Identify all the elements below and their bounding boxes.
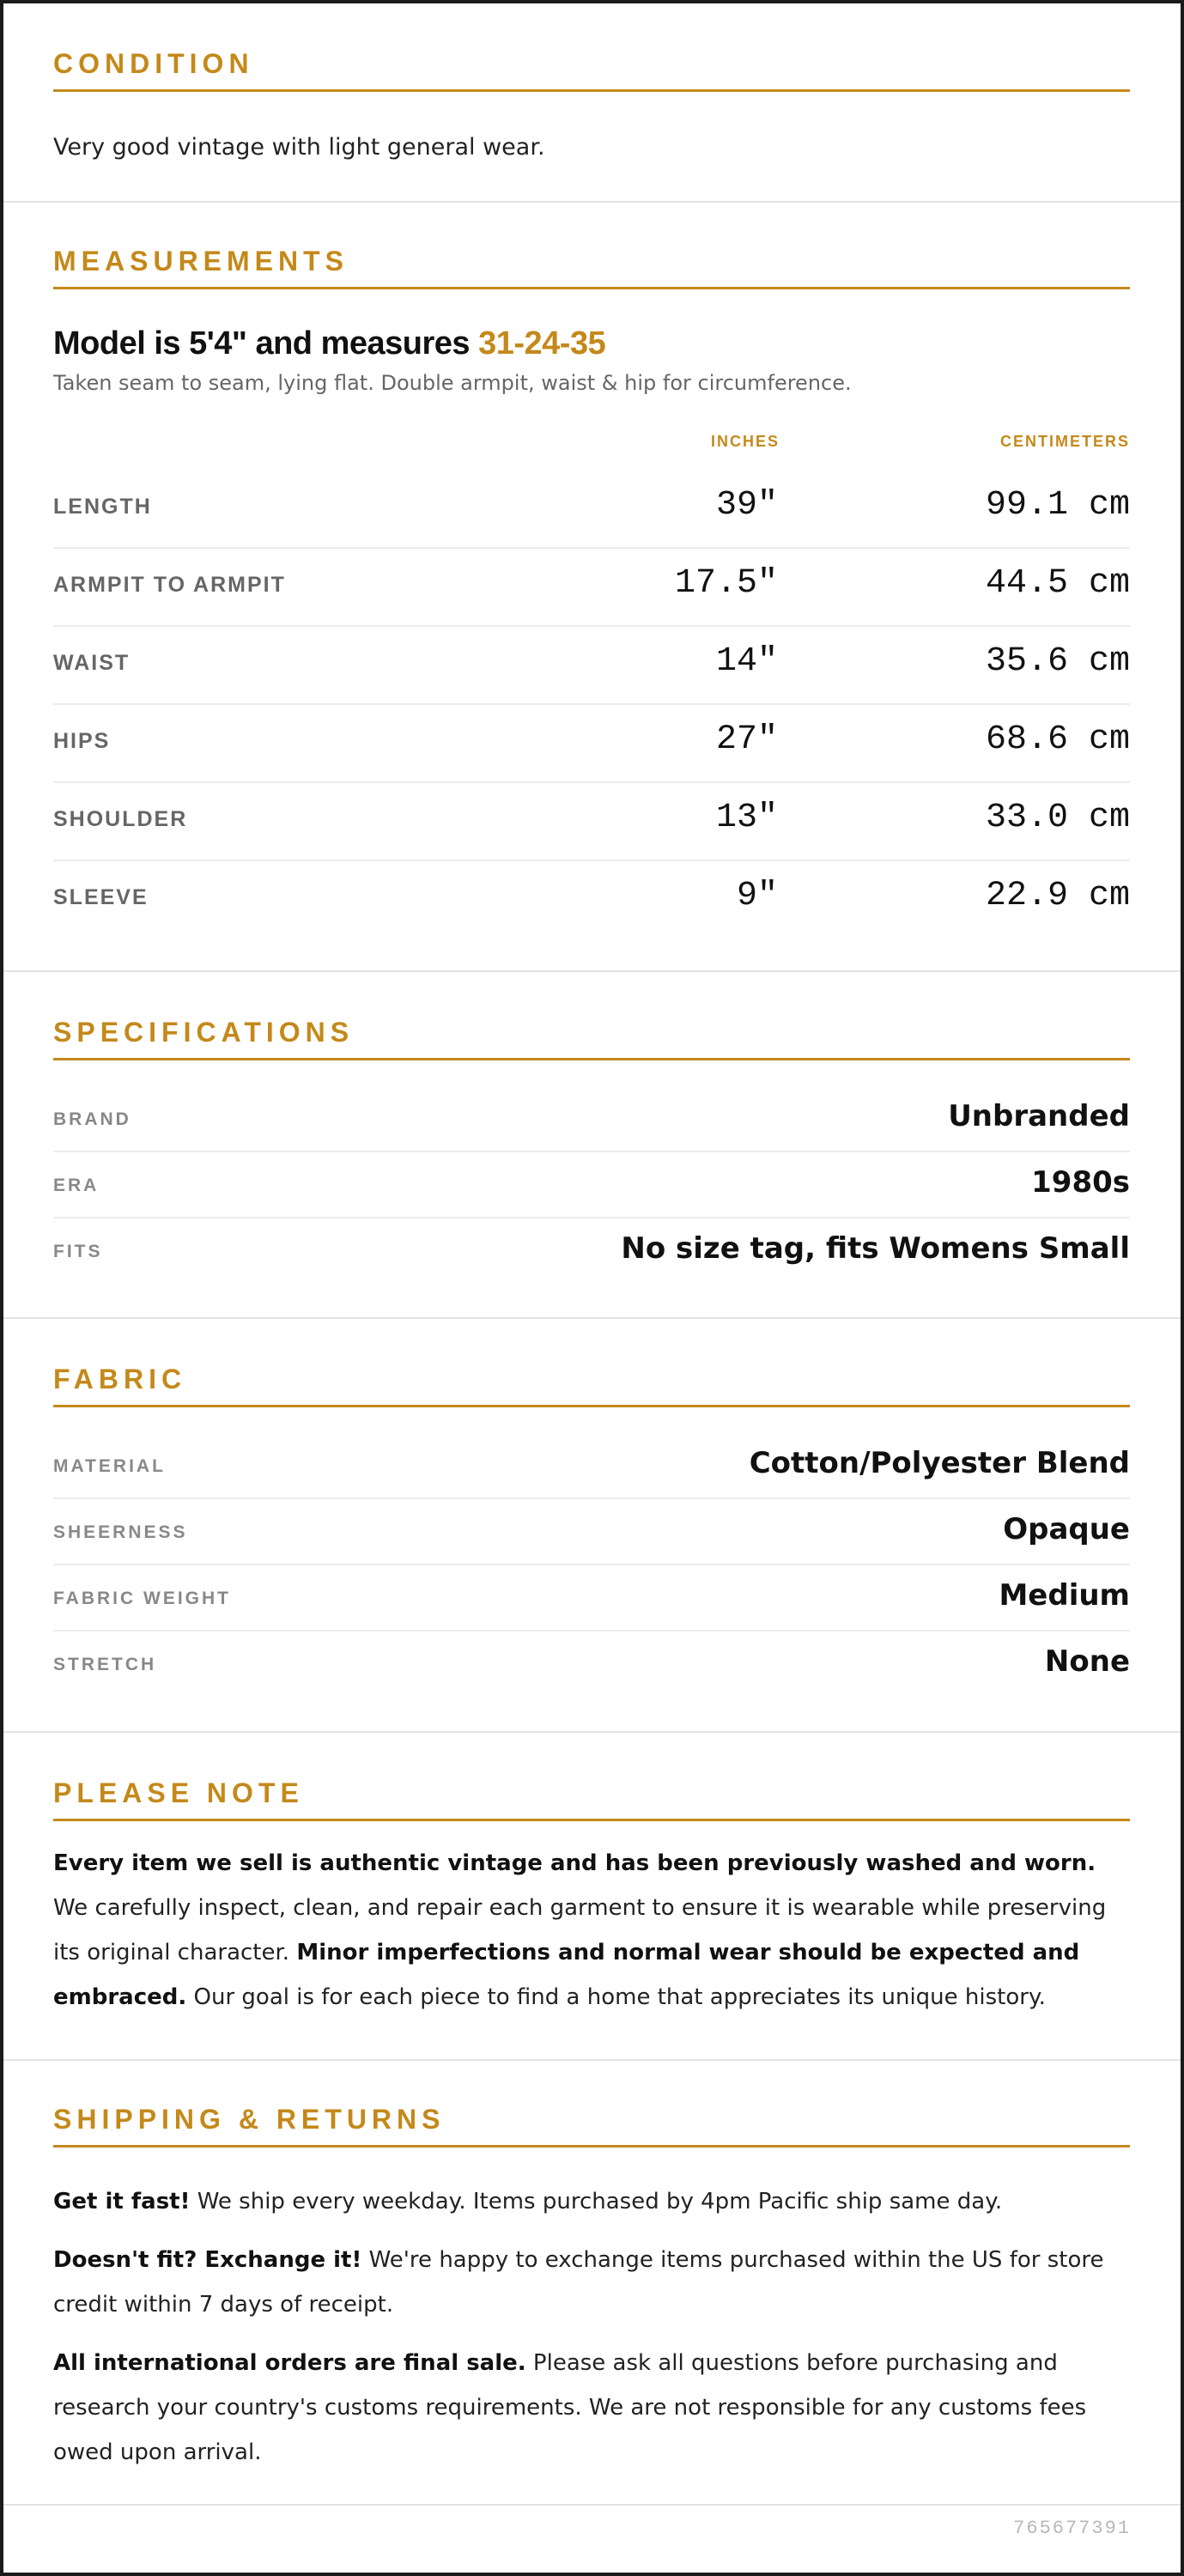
- inches-column-header: INCHES: [710, 433, 780, 450]
- shipping-text-1: We ship every weekday. Items purchased by 4pm Pacific ship same day.: [190, 2189, 1003, 2215]
- fabric-label: MATERIAL: [53, 1456, 166, 1476]
- fabric-row-weight: [53, 1565, 1130, 1631]
- measurement-cm: 22.9 cm: [985, 877, 1130, 915]
- measurement-label: SHOULDER: [53, 807, 188, 831]
- specifications-section: [3, 972, 1181, 1319]
- note-text-1: We carefully inspect, clean, and repair each garment to ensure it is wearable while preserving its original character.: [53, 1895, 1107, 1965]
- fabric-label: SHEERNESS: [53, 1522, 188, 1542]
- fabric-label: STRETCH: [53, 1655, 157, 1674]
- spec-label: FITS: [53, 1242, 103, 1261]
- model-measurements: [53, 325, 605, 362]
- measurement-cm: 99.1 cm: [985, 486, 1130, 525]
- shipping-text-2: We're happy to exchange items purchased within the US for store credit within 7 days of receipt.: [53, 2247, 1104, 2318]
- spec-value: Unbranded: [948, 1099, 1130, 1133]
- fabric-row-sheerness: [53, 1499, 1130, 1565]
- spec-row-brand: [53, 1086, 1130, 1152]
- measurement-cm: 35.6 cm: [985, 642, 1130, 681]
- measurement-label: ARMPIT TO ARMPIT: [53, 573, 286, 597]
- fabric-row-stretch: [53, 1631, 1130, 1698]
- fabric-heading: FABRIC: [53, 1362, 1130, 1407]
- measurement-row-sleeve: [53, 861, 1130, 939]
- measurement-inches: 9": [736, 877, 778, 915]
- model-prefix: Model is 5'4" and measures: [53, 325, 479, 361]
- please-note-section: [3, 1733, 1181, 2061]
- please-note-heading: PLEASE NOTE: [53, 1776, 1130, 1821]
- spec-label: ERA: [53, 1176, 100, 1195]
- shipping-bold-2: Doesn't fit? Exchange it!: [53, 2247, 362, 2273]
- measurement-cm: 33.0 cm: [985, 799, 1130, 837]
- measurement-label: SLEEVE: [53, 885, 149, 909]
- fabric-value: Opaque: [1003, 1512, 1130, 1546]
- spec-row-era: [53, 1152, 1130, 1218]
- fabric-section: [3, 1319, 1181, 1733]
- measurements-section: [3, 203, 1181, 972]
- shipping-paragraph-2: [53, 2238, 1130, 2327]
- spec-value: 1980s: [1031, 1165, 1130, 1200]
- measurement-label: LENGTH: [53, 495, 152, 519]
- shipping-paragraph-3: [53, 2341, 1130, 2475]
- condition-section: [3, 3, 1181, 203]
- measurement-row-hips: [53, 705, 1130, 783]
- note-bold-2: Minor imperfections and normal wear should be expected and embraced.: [53, 1940, 1080, 2010]
- fabric-row-material: [53, 1433, 1130, 1499]
- fabric-value: None: [1044, 1644, 1130, 1679]
- measurement-note: Taken seam to seam, lying flat. Double armpit, waist & hip for circumference.: [53, 371, 852, 395]
- sku-number: 765677391: [1013, 2518, 1131, 2539]
- measurement-label: WAIST: [53, 651, 131, 675]
- measurement-row-armpit: [53, 549, 1130, 627]
- measurement-inches: 27": [715, 720, 778, 759]
- shipping-bold-1: Get it fast!: [53, 2189, 191, 2215]
- fabric-value: Medium: [999, 1578, 1130, 1613]
- measurement-row-length: [53, 471, 1130, 549]
- measurement-label: HIPS: [53, 729, 111, 753]
- condition-text: Very good vintage with light general wear.: [53, 134, 545, 161]
- measurement-cm: 68.6 cm: [985, 720, 1130, 759]
- measurement-row-shoulder: [53, 783, 1130, 861]
- measurement-inches: 39": [715, 486, 778, 525]
- condition-heading: CONDITION: [53, 46, 1130, 92]
- spec-row-fits: [53, 1218, 1130, 1285]
- measurement-inches: 13": [715, 799, 778, 837]
- shipping-bold-3: All international orders are final sale.: [53, 2350, 526, 2376]
- measurement-row-waist: [53, 627, 1130, 705]
- spec-value: No size tag, fits Womens Small: [621, 1231, 1130, 1266]
- specifications-heading: SPECIFICATIONS: [53, 1015, 1130, 1060]
- fabric-label: FABRIC WEIGHT: [53, 1589, 231, 1608]
- centimeters-column-header: CENTIMETERS: [999, 433, 1130, 450]
- shipping-text-3: Please ask all questions before purchasing and research your country's customs requirements. We are not responsible for any customs fees owed upon arrival.: [53, 2350, 1087, 2465]
- measurement-inches: 17.5": [674, 564, 778, 603]
- please-note-text: [53, 1841, 1130, 2020]
- measurements-heading: MEASUREMENTS: [53, 244, 1130, 289]
- shipping-paragraph-1: [53, 2179, 1130, 2224]
- note-bold-1: Every item we sell is authentic vintage and has been previously washed and worn.: [53, 1850, 1096, 1876]
- note-text-2: Our goal is for each piece to find a home that appreciates its unique history.: [186, 1984, 1046, 2010]
- shipping-section: [3, 2061, 1181, 2506]
- measurement-cm: 44.5 cm: [985, 564, 1130, 603]
- shipping-heading: SHIPPING & RETURNS: [53, 2102, 1130, 2148]
- measurement-inches: 14": [715, 642, 778, 681]
- spec-label: BRAND: [53, 1109, 131, 1129]
- model-measure-value: 31-24-35: [478, 325, 606, 361]
- fabric-value: Cotton/Polyester Blend: [749, 1446, 1130, 1480]
